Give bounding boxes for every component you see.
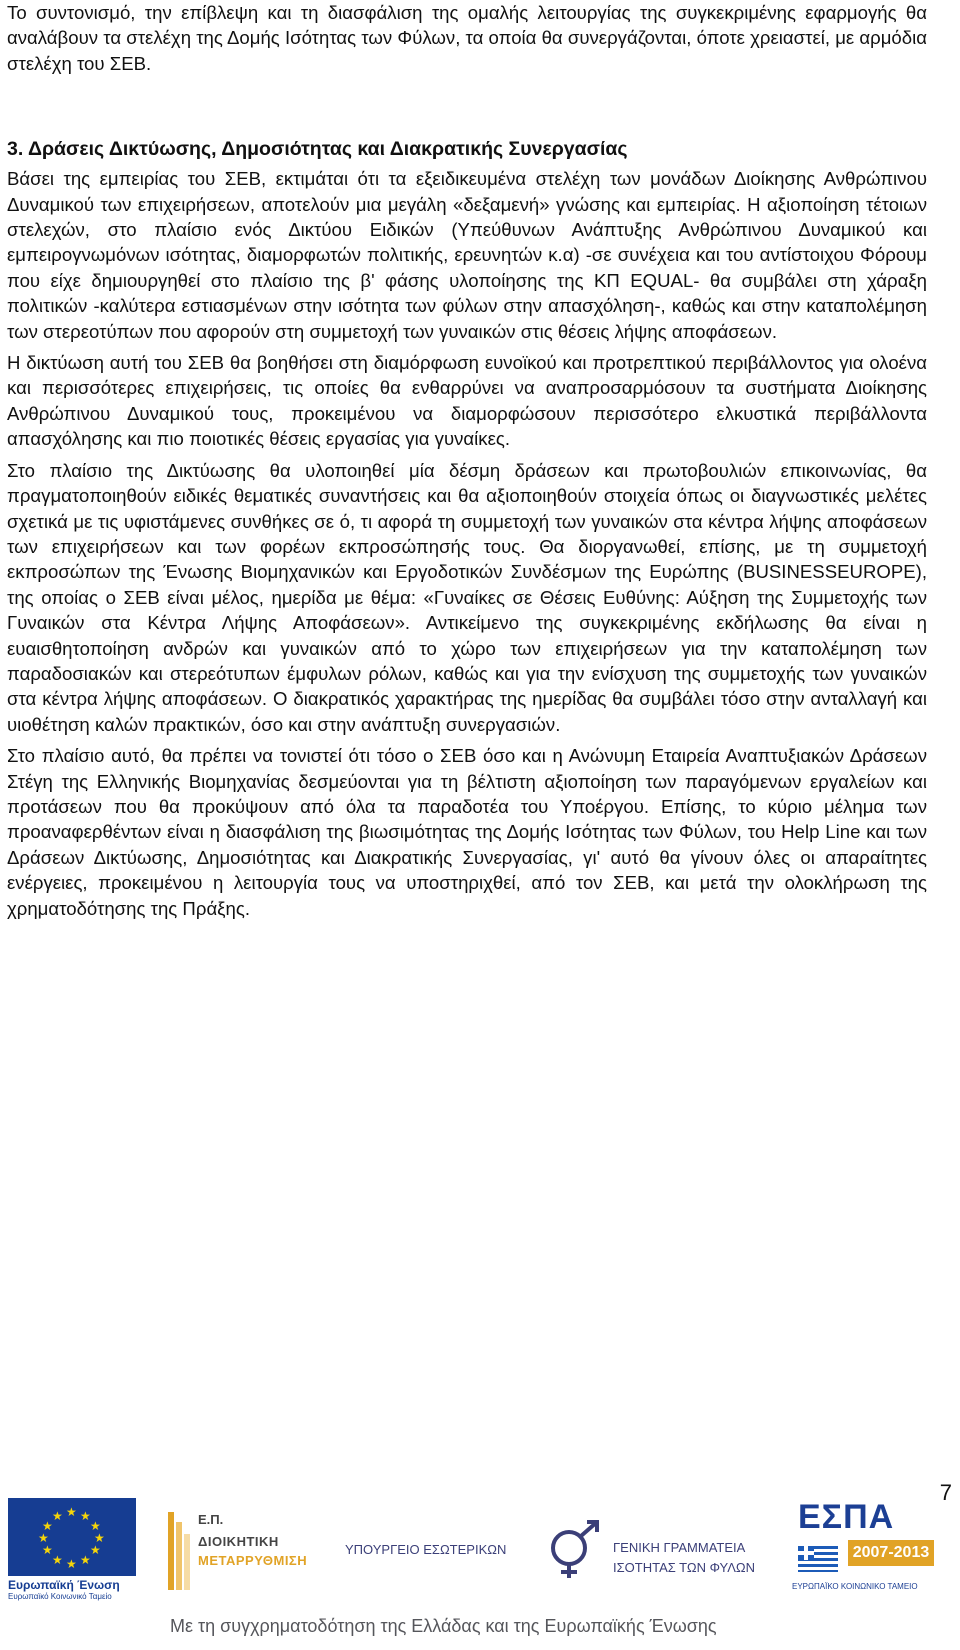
eu-caption: Ευρωπαϊκή Ένωση <box>8 1578 120 1592</box>
paragraph-sustainability: Στο πλαίσιο αυτό, θα πρέπει να τονιστεί ότι τόσο ο ΣΕΒ όσο και η Ανώνυμη Εταιρεία Αναπτυξιακών Δράσεων Στέγη της Ελληνικής Βιομηχανίας δεσμεύονται για τη βέλτιστη αξιοποίηση των παραγόμενων εργαλείων και προτάσεων που θα προκύψουν από όλα τα παραδοτέα του Υποέργου. Επίσης, το κύριο μέλημα των προαναφερθέντων είναι η διασφάλιση της βιωσιμότητας της Δομής Ισότητας των Φύλων, του Help Line και των Δράσεων Δικτύωσης, Δημοσιότητας και Διακρατικής Συνεργασίας, γι' αυτό θα γίνουν όλες οι απαραίτητες ενέργειες, προκειμένου η λειτουργία τους να υποστηριχθεί, από τον ΣΕΒ, και μετά την ολοκλήρωση της χρηματοδότησης της Πράξης. <box>7 745 927 919</box>
eu-logo <box>8 1498 136 1601</box>
eu-flag-icon: ★ ★ ★ ★ ★ ★ ★ ★ ★ ★ ★ ★ <box>8 1498 136 1576</box>
page-number: 7 <box>939 1480 952 1505</box>
ep-line-administrative: ΔΙΟΙΚΗΤΙΚΗ <box>198 1534 279 1549</box>
cofunding-statement: Με τη συγχρηματοδότηση της Ελλάδας και της Ευρωπαϊκής Ένωσης <box>170 1616 717 1636</box>
gg-line-1: ΓΕΝΙΚΗ ΓΡΑΜΜΑΤΕΙΑ <box>613 1540 746 1555</box>
gender-equality-symbol-icon <box>535 1520 605 1580</box>
general-secretariat-logo <box>535 1520 765 1580</box>
gg-line-2: ΙΣΟΤΗΤΑΣ ΤΩΝ ΦΥΛΩΝ <box>613 1560 756 1575</box>
eu-subcaption: Ευρωπαϊκό Κοινωνικό Ταμείο <box>8 1592 112 1601</box>
footer-logos <box>0 1490 960 1600</box>
espa-title: ΕΣΠΑ <box>798 1498 895 1536</box>
ministry-of-interior-label: ΥΠΟΥΡΓΕΙΟ ΕΣΩΤΕΡΙΚΩΝ <box>345 1542 507 1557</box>
paragraph-networking-actions: Στο πλαίσιο της Δικτύωσης θα υλοποιηθεί μία δέσμη δράσεων και πρωτοβουλιών επικοινωνίας, θα πραγματοποιηθούν ειδικές θεματικές συναντήσεις και θα αξιοποιηθούν στοιχεία όπως οι διαγνωστικές μελέτες σχετικά με τις υφιστάμενες συνθήκες σε ό, τι αφορά τη συμμετοχή των γυναικών στα κέντρα λήψης αποφάσεων των επιχειρήσεων και των φορέων εκπροσώπησής τους. Θα διοργανωθεί, επίσης, με τη συμμετοχή εκπροσώπων της Ένωσης Βιομηχανικών και Εργοδοτικών Συνδέσμων της Ευρώπης (BUSINESSEUROPE), της οποίας ο ΣΕΒ είναι μέλος, ημερίδα με θέμα: «Γυναίκες σε Θέσεις Ευθύνης: Αύξηση της Συμμετοχής των Γυναικών στα Κέντρα Λήψης Αποφάσεων». Αντικείμενο της συγκεκριμένης εκδήλωσης θα είναι η ευαισθητοποίηση ανδρών και γυναικών από το χώρο των επιχειρήσεων για την καταπολέμηση των παραδοσιακών και στερεότυπων έμφυλων ρόλων, καθώς και για την ενίσχυση της συμμετοχής των γυναικών στα κέντρα λήψης αποφάσεων. Ο διακρατικός χαρακτήρας της ημερίδας θα συμβάλει τόσο στην ανταλλαγή και υιοθέτηση καλών πρακτικών, όσο και στην ανάπτυξη συνεργασιών. <box>7 459 927 735</box>
section-heading: 3. Δράσεις Δικτύωσης, Δημοσιότητας και Διακρατικής Συνεργασίας <box>7 138 628 161</box>
paragraph-networking-experience: Βάσει της εμπειρίας του ΣΕΒ, εκτιμάται ότι τα εξειδικευμένα στελέχη των μονάδων Διοίκησης Ανθρώπινου Δυναμικού των επιχειρήσεων, αποτελούν μια μεγάλη «δεξαμενή» γνώσης και εμπειρίας. Η αξιοποίηση τέτοιων στελεχών, στο πλαίσιο ενός Δικτύου Ειδικών (Υπεύθυνων Ανάπτυξης Ανθρώπινου Δυναμικού και εμπειρογνωμόνων ισότητας, διαμορφωτών πολιτικής, ερευνητών κ.α) -σε συνέχεια και του αντίστοιχου Φόρουμ που είχε δημιουργηθεί στο πλαίσιο της β' φάσης υλοποίησης της ΚΠ EQUAL- θα συμβάλει στη χάραξη πολιτικών -καλύτερα εστιασμένων στην ισότητα των φύλων στην απασχόληση-, καθώς και στην καταπολέμηση των στερεοτύπων που αφορούν στη συμμετοχή των γυναικών στις θέσεις λήψης αποφάσεων. <box>7 168 927 342</box>
espa-fund-label: ΕΥΡΩΠΑΪΚΟ ΚΟΙΝΩΝΙΚΟ ΤΑΜΕΙΟ <box>792 1582 918 1591</box>
ep-bars-icon <box>168 1512 190 1590</box>
espa-logo <box>792 1498 942 1598</box>
paragraph-networking-environment: Η δικτύωση αυτή του ΣΕΒ θα βοηθήσει στη διαμόρφωση ευνοϊκού και προτρεπτικού περιβάλλοντος για ολοένα και περισσότερες επιχειρήσεις, τις οποίες θα ενθαρρύνει να αναπροσαρμόσουν τα συστήματα Διοίκησης Ανθρώπινου Δυναμικού τους, προκειμένου να διαμορφώσουν περισσότερο ελκυστικά περιβάλλοντα απασχόλησης και πιο ποιοτικές θέσεις εργασίας για γυναίκες. <box>7 352 927 450</box>
espa-years: 2007-2013 <box>848 1540 934 1566</box>
greek-flag-icon <box>798 1546 838 1572</box>
ep-line-reform: ΜΕΤΑΡΡΥΘΜΙΣΗ <box>198 1553 308 1568</box>
ep-label: Ε.Π. <box>198 1512 224 1527</box>
document-body <box>7 0 927 927</box>
ep-administrative-reform-logo <box>168 1508 338 1588</box>
intro-paragraph: Το συντονισμό, την επίβλεψη και τη διασφάλιση της ομαλής λειτουργίας της συγκεκριμένης εφαρμογής θα αναλάβουν τα στελέχη της Δομής Ισότητας των Φύλων, τα οποία θα συνεργάζονται, όποτε χρειαστεί, με αρμόδια στελέχη του ΣΕΒ. <box>7 2 927 74</box>
